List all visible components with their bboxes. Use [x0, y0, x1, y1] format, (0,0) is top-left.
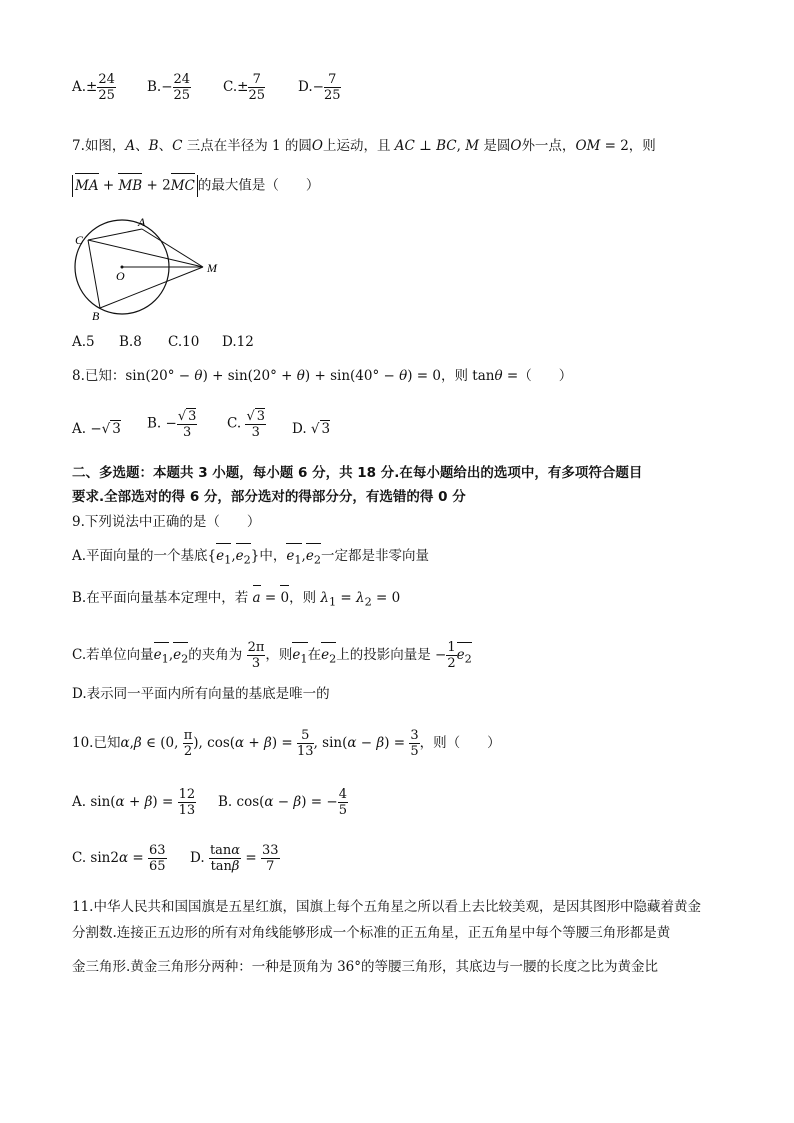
- q11-line3: 金三角形.黄金三角形分两种：一种是顶角为 36°的等腰三角形，其底边与一腰的长度之比为黄金比: [72, 959, 659, 975]
- segment-ca: [88, 229, 142, 240]
- q8-option-b: B. − $\frac{√ 3}{3}$: [147, 409, 197, 440]
- q7-option-a: A.5: [72, 334, 95, 350]
- label-m: M: [207, 261, 217, 275]
- segment-cm: [88, 240, 203, 267]
- segment-cb: [88, 240, 100, 308]
- q6-option-b: B.− $\frac{24}{25}$: [147, 72, 191, 103]
- q10-stem: 10.已知α,β ∈ (0, $\frac{\pi}{2}$ ), cos(α + β) = $\frac{5}{13}$ , sin(α − β) = $\frac{3}{5}$ ，则（ ）: [72, 728, 501, 759]
- q9-option-b: B.在平面向量基本定理中，若 a = 0，则 $\lambda_1 = \lambda_2 = 0$: [72, 590, 401, 609]
- q8-option-c: C. $\frac{√ 3}{3}$: [227, 409, 266, 440]
- q7-figure: [70, 212, 230, 322]
- q9-stem: 9.下列说法中正确的是（ ）: [72, 514, 261, 530]
- label-c: C: [75, 233, 84, 247]
- q8-stem: 8.已知：sin(20° − θ) + sin(20° + θ) + sin(40° − θ) = 0，则 tanθ =（ ）: [72, 368, 573, 384]
- q6-option-a: A.± $\frac{24}{25}$: [72, 72, 115, 103]
- q10-option-d: D. $\frac{\tan\alpha}{\tan\beta}$ = $\frac{33}{7}$: [190, 843, 279, 874]
- q10-option-b: B. cos(α − β) = − $\frac{4}{5}$: [218, 787, 347, 818]
- q9-option-c: C.若单位向量$e_1,e_2$的夹角为 $\frac{2\pi}{3}$ ，则$e_1$在$e_2$上的投影向量是 − $\frac{1}{2}$ $e_2$: [72, 640, 472, 671]
- q9-option-d: D.表示同一平面内所有向量的基底是唯一的: [72, 686, 330, 702]
- label-o: O: [116, 269, 125, 283]
- q6-option-c: C.± $\frac{7}{25}$: [223, 72, 265, 103]
- segment-am: [142, 229, 203, 267]
- q11-line2: 分割数.连接正五边形的所有对角线能够形成一个标准的正五角星，正五角星中每个等腰三角形都是黄: [72, 925, 671, 941]
- label-a: A: [138, 215, 146, 229]
- q8-option-d: D. √ 3: [292, 421, 331, 437]
- q7-option-d: D.12: [222, 334, 254, 350]
- q7-stem-line2: MA + MB + 2MC 的最大值是（ ）: [72, 175, 319, 197]
- section2-heading-line2: 要求.全部选对的得 6 分，部分选对的得部分分，有选错的得 0 分: [72, 489, 466, 505]
- q6-option-d: D.− $\frac{7}{25}$: [298, 72, 341, 103]
- q10-option-a: A. sin(α + β) = $\frac{12}{13}$: [72, 787, 196, 818]
- q9-option-a: A.平面向量的一个基底$\{e_1,e_2\}$中，$e_1,e_2$一定都是非零向量: [72, 546, 429, 571]
- label-b: B: [92, 309, 100, 322]
- q7-option-b: B.8: [119, 334, 142, 350]
- q10-option-c: C. sin2α = $\frac{63}{65}$: [72, 843, 166, 874]
- section2-heading-line1: 二、多选题：本题共 3 小题，每小题 6 分，共 18 分.在每小题给出的选项中，有多项符合题目: [72, 465, 643, 481]
- q11-line1: 11.中华人民共和国国旗是五星红旗，国旗上每个五角星之所以看上去比较美观，是因其图形中隐藏着黄金: [72, 899, 701, 915]
- q7-option-c: C.10: [168, 334, 200, 350]
- q8-option-a: A. −√ 3: [72, 421, 121, 437]
- q7-stem-line1: 7.如图，A、B、C 三点在半径为 1 的圆O上运动，且 AC ⊥ BC, M 是圆O外一点，OM = 2，则: [72, 138, 656, 154]
